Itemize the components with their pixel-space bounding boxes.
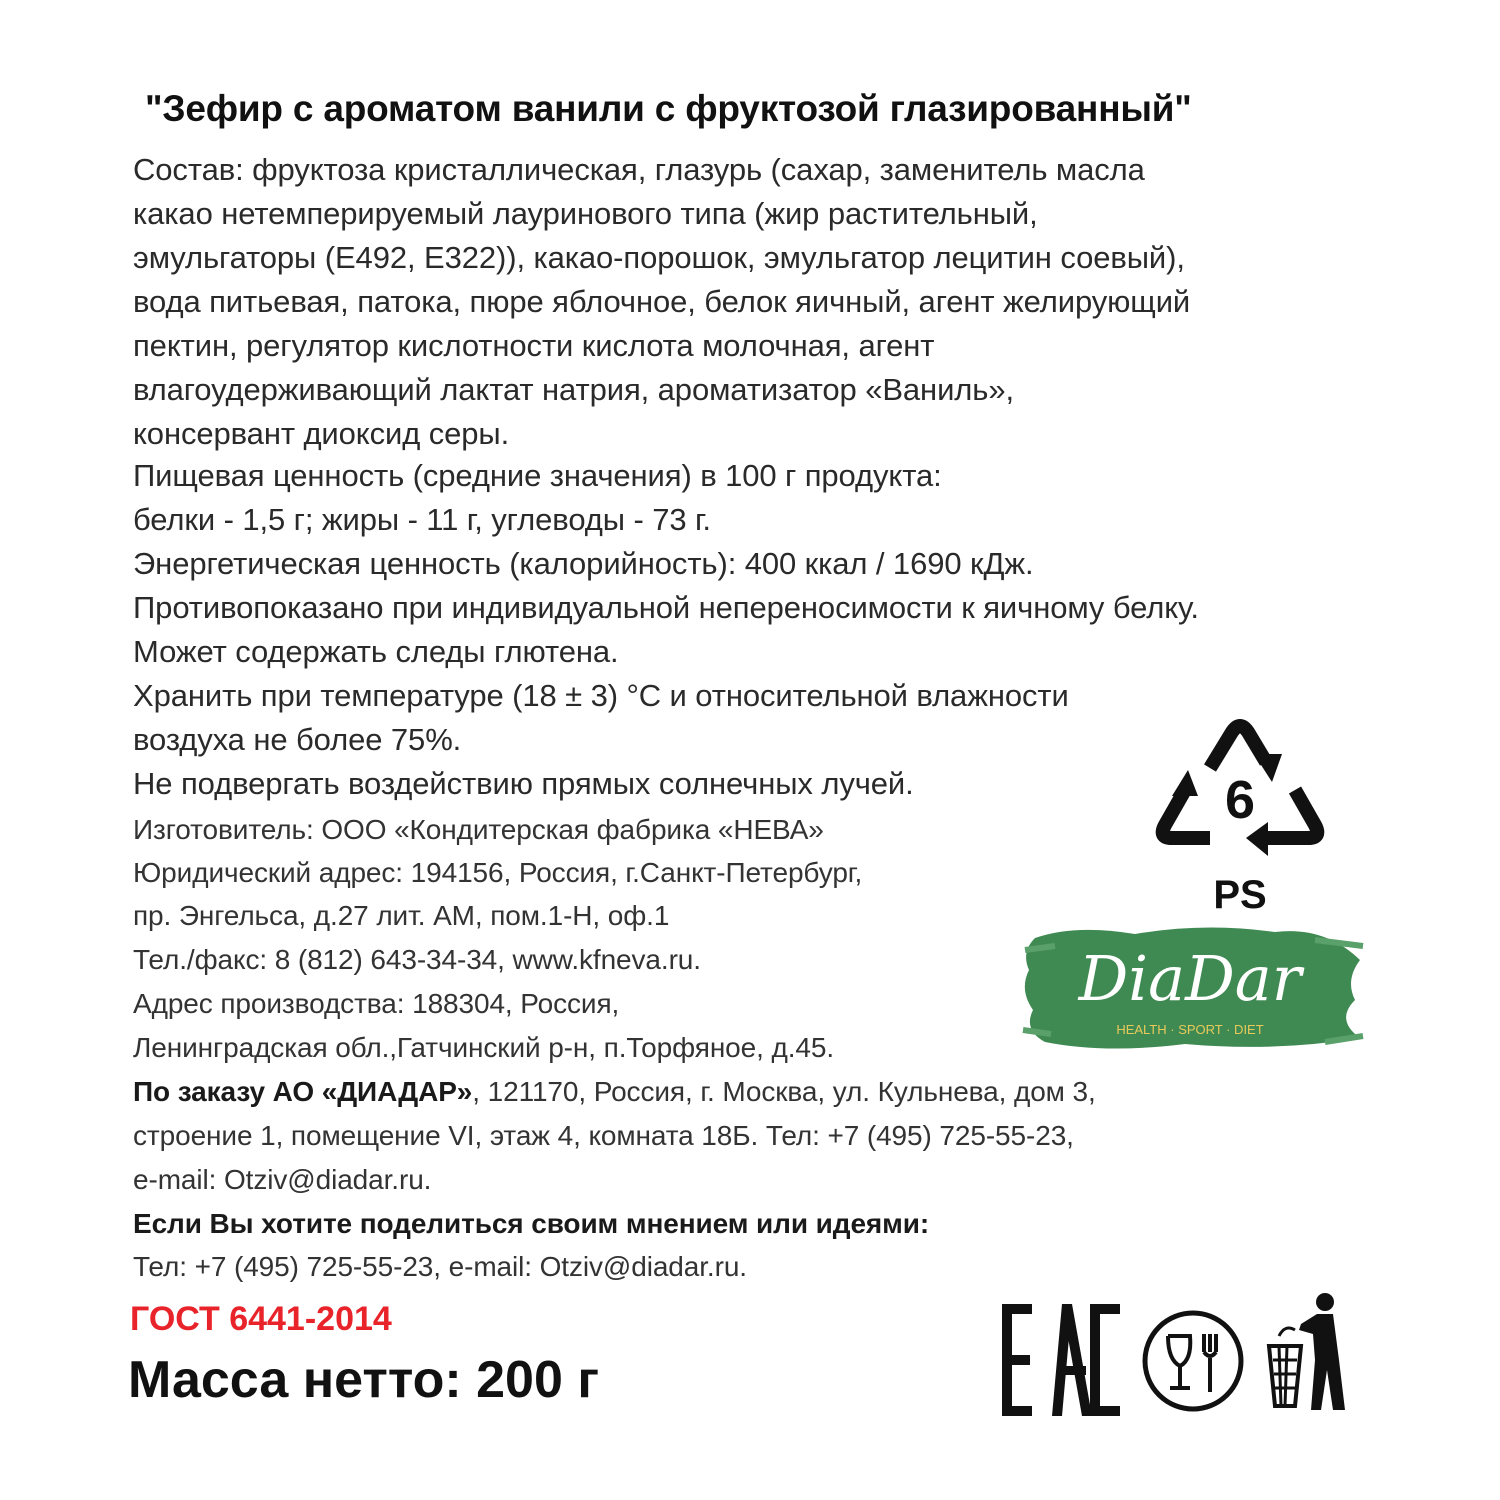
nutrition-line: белки - 1,5 г; жиры - 11 г, углеводы - 73 г. [133, 502, 711, 537]
composition-line: какао нетемперируемый лауринового типа (жир растительный, [133, 196, 1038, 231]
manufacturer-line: пр. Энгельса, д.27 лит. АМ, пом.1-Н, оф.1 [133, 900, 670, 931]
composition-line: консервант диоксид серы. [133, 416, 510, 451]
diadar-logo [1015, 920, 1365, 1055]
order-line [133, 1076, 1096, 1108]
manufacturer-line: Тел./факс: 8 (812) 643-34-34, www.kfneva.ru. [133, 944, 701, 975]
composition-line: Состав: фруктоза кристаллическая, глазурь (сахар, заменитель масла [133, 152, 1145, 187]
net-mass: Масса нетто: 200 г [128, 1351, 599, 1409]
manufacturer-line: Изготовитель: ООО «Кондитерская фабрика «НЕВА» [133, 814, 824, 845]
nutrition-line: Пищевая ценность (средние значения) в 100 г продукта: [133, 458, 942, 493]
order-email: e-mail: Otziv@diadar.ru. [133, 1164, 432, 1195]
storage-line: Хранить при температуре (18 ± 3) °С и относительной влажности [133, 678, 1069, 713]
storage-line: воздуха не более 75%. [133, 722, 462, 757]
composition-line: эмульгаторы (Е492, Е322)), какао-порошок, эмульгатор лецитин соевый), [133, 240, 1185, 275]
manufacturer-line: Адрес производства: 188304, Россия, [133, 988, 620, 1019]
nutrition-line: Энергетическая ценность (калорийность): 400 ккал / 1690 кДж. [133, 546, 1034, 581]
recycle-number: 6 [1224, 770, 1256, 830]
composition-line: влагоудерживающий лактат натрия, ароматизатор «Ваниль», [133, 372, 1014, 407]
brand-tagline: HEALTH · SPORT · DIET [1116, 1022, 1264, 1037]
warning-line: Может содержать следы глютена. [133, 634, 619, 669]
order-line: строение 1, помещение VI, этаж 4, комната 18Б. Тел: +7 (495) 725-55-23, [133, 1120, 1074, 1151]
eac-mark-icon [1000, 1300, 1125, 1420]
gost-standard: ГОСТ 6441-2014 [130, 1300, 392, 1338]
feedback-heading: Если Вы хотите поделиться своим мнением или идеями: [133, 1208, 930, 1239]
storage-line: Не подвергать воздействию прямых солнечных лучей. [133, 766, 914, 801]
composition-line: пектин, регулятор кислотности кислота молочная, агент [133, 328, 935, 363]
recycling-triangle-icon [1150, 710, 1330, 920]
order-address: , 121170, Россия, г. Москва, ул. Кульнева, дом 3, [472, 1076, 1096, 1107]
brand-name: DiaDar [1078, 942, 1302, 1015]
feedback-contact: Тел: +7 (495) 725-55-23, e-mail: Otziv@diadar.ru. [133, 1251, 747, 1282]
tidyman-icon [1255, 1290, 1355, 1415]
glass-fork-icon [1140, 1308, 1246, 1414]
product-title: "Зефир с ароматом ванили с фруктозой глазированный" [145, 88, 1192, 129]
composition-line: вода питьевая, патока, пюре яблочное, белок яичный, агент желирующий [133, 284, 1191, 319]
order-company: По заказу АО «ДИАДАР» [133, 1076, 473, 1107]
recycle-code: PS [1213, 873, 1267, 917]
warning-line: Противопоказано при индивидуальной непереносимости к яичному белку. [133, 590, 1199, 625]
manufacturer-line: Ленинградская обл.,Гатчинский р-н, п.Торфяное, д.45. [133, 1032, 835, 1063]
manufacturer-line: Юридический адрес: 194156, Россия, г.Санкт-Петербург, [133, 857, 863, 888]
